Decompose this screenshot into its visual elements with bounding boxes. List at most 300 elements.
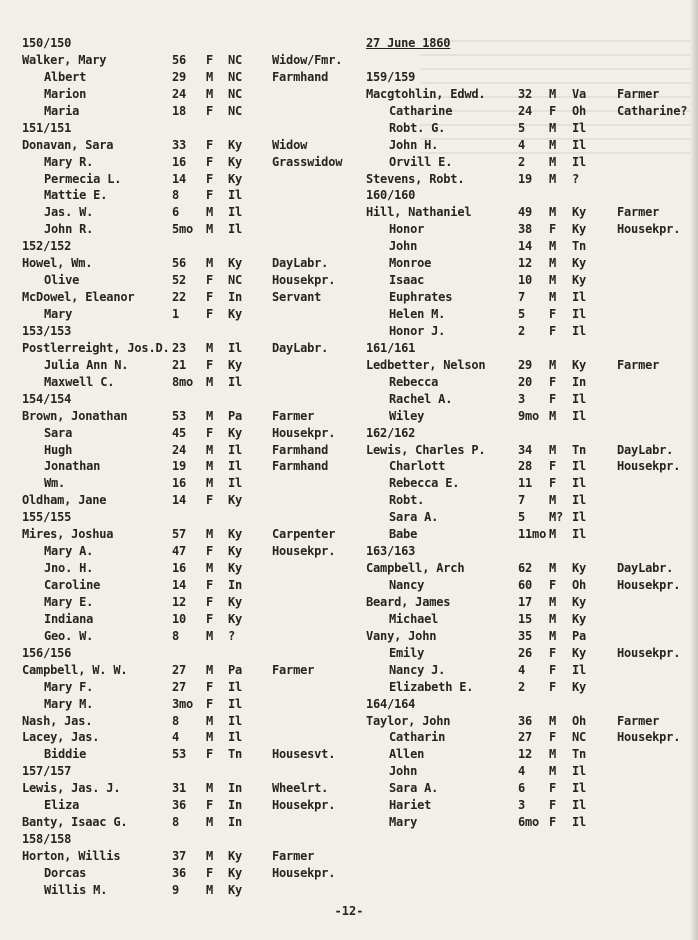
person-name: Vany, John [366, 628, 437, 643]
person-age: 31 [172, 781, 187, 796]
dwelling-text: 162/162 [366, 425, 416, 440]
person-age: 4 [518, 662, 526, 677]
person-name: Rebecca [389, 374, 439, 389]
person-birthplace: Il [228, 713, 243, 728]
person-sex: F [549, 781, 557, 796]
person-row [366, 204, 698, 221]
person-age: 12 [518, 256, 533, 271]
person-sex: M [549, 86, 557, 101]
person-row [22, 560, 362, 577]
person-age: 16 [172, 154, 187, 169]
person-sex: F [206, 357, 214, 372]
person-row [366, 814, 698, 831]
person-birthplace: NC [228, 273, 243, 288]
person-row [22, 137, 362, 154]
person-sex: M [206, 442, 214, 457]
person-sex: M [549, 747, 557, 762]
person-age: 24 [172, 442, 187, 457]
person-age: 27 [172, 662, 187, 677]
person-birthplace: Ky [572, 357, 587, 372]
person-name: Elizabeth E. [389, 679, 474, 694]
dwelling-text: 158/158 [22, 832, 72, 847]
person-occupation: Housekpr. [272, 425, 336, 440]
person-row [366, 577, 698, 594]
person-name: Postlerreight, Jos.D. [22, 340, 170, 355]
person-birthplace: Il [572, 781, 587, 796]
person-age: 14 [172, 493, 187, 508]
person-sex: F [206, 52, 214, 67]
person-sex: F [206, 171, 214, 186]
person-sex: M [549, 154, 557, 169]
person-birthplace: Ky [572, 611, 587, 626]
person-name: McDowel, Eleanor [22, 290, 135, 305]
person-name: Euphrates [389, 290, 453, 305]
person-name: Catharine [389, 103, 453, 118]
person-birthplace: Tn [228, 747, 243, 762]
person-name: Mattie E. [44, 188, 108, 203]
person-birthplace: Il [572, 798, 587, 813]
person-row [22, 187, 362, 204]
person-name: Lacey, Jas. [22, 730, 100, 745]
person-sex: F [206, 290, 214, 305]
person-birthplace: Il [228, 730, 243, 745]
person-sex: M [206, 527, 214, 542]
dwelling-text: 157/157 [22, 764, 72, 779]
person-age: 36 [172, 865, 187, 880]
person-row [22, 729, 362, 746]
person-age: 24 [518, 103, 533, 118]
person-row [366, 323, 698, 340]
person-sex: M [549, 137, 557, 152]
person-row [22, 780, 362, 797]
person-sex: M? [549, 510, 564, 525]
person-name: Emily [389, 645, 425, 660]
dwelling-number [366, 69, 698, 86]
person-name: Wiley [389, 408, 425, 423]
person-sex: F [549, 103, 557, 118]
person-row [366, 120, 698, 137]
person-name: Nancy J. [389, 662, 446, 677]
person-row [22, 882, 362, 899]
person-name: Mary [389, 815, 418, 830]
person-sex: M [206, 882, 214, 897]
person-birthplace: Il [572, 120, 587, 135]
person-row [22, 594, 362, 611]
person-sex: F [206, 696, 214, 711]
dwelling-number [22, 509, 362, 526]
person-name: Charlott [389, 459, 446, 474]
person-occupation: Housekpr. [617, 645, 681, 660]
person-row [366, 560, 698, 577]
person-birthplace: Il [572, 510, 587, 525]
person-name: Isaac [389, 273, 425, 288]
person-sex: M [549, 256, 557, 271]
dwelling-text: 159/159 [366, 69, 416, 84]
person-birthplace: Il [228, 459, 243, 474]
person-sex: M [206, 849, 214, 863]
person-row [366, 374, 698, 391]
person-name: Mires, Joshua [22, 527, 114, 542]
person-occupation: Farmhand [272, 69, 329, 84]
person-age: 35 [518, 628, 533, 643]
person-sex: F [206, 188, 214, 203]
page-number: -12- [334, 904, 364, 918]
person-name: Mary A. [44, 544, 94, 559]
person-row [22, 475, 362, 492]
person-name: Nancy [389, 578, 425, 592]
person-row [366, 154, 698, 171]
person-row [366, 662, 698, 679]
person-age: 7 [518, 290, 526, 305]
person-name: Willis M. [44, 882, 108, 897]
person-birthplace: Ky [572, 645, 587, 660]
person-row [22, 797, 362, 814]
person-sex: F [549, 307, 557, 321]
right-column [366, 35, 698, 831]
person-name: Allen [389, 747, 425, 762]
person-row [366, 509, 698, 526]
person-name: Brown, Jonathan [22, 408, 128, 423]
person-birthplace: NC [228, 69, 243, 84]
date-header [366, 35, 698, 52]
person-age: 16 [172, 476, 187, 491]
person-occupation: Housekpr. [617, 578, 681, 592]
person-name: Dorcas [44, 865, 87, 880]
person-sex: M [549, 594, 557, 609]
person-birthplace: Ky [228, 307, 243, 321]
person-age: 14 [518, 239, 533, 254]
person-birthplace: Oh [572, 103, 587, 118]
dwelling-text: 156/156 [22, 645, 72, 660]
person-birthplace: Il [572, 307, 587, 321]
person-name: Beard, James [366, 594, 451, 609]
person-sex: F [549, 323, 557, 338]
person-birthplace: Il [572, 476, 587, 491]
person-row [22, 713, 362, 730]
person-age: 49 [518, 205, 533, 220]
dwelling-number [366, 543, 698, 560]
person-sex: M [206, 408, 214, 423]
person-occupation: Grasswidow [272, 154, 343, 169]
person-row [22, 679, 362, 696]
person-age: 2 [518, 323, 526, 338]
person-row [22, 458, 362, 475]
dwelling-number [366, 696, 698, 713]
person-occupation: Housekpr. [272, 273, 336, 288]
person-age: 23 [172, 340, 187, 355]
person-age: 8 [172, 188, 180, 203]
person-occupation: Farmer [617, 205, 660, 220]
person-birthplace: Ky [228, 425, 243, 440]
person-birthplace: Ky [228, 882, 243, 897]
person-row [22, 662, 362, 679]
person-name: Sara A. [389, 510, 439, 525]
person-birthplace: NC [228, 103, 243, 118]
person-age: 28 [518, 459, 533, 474]
person-birthplace: Tn [572, 442, 587, 457]
person-row [366, 713, 698, 730]
person-age: 10 [518, 273, 533, 288]
person-name: Orvill E. [389, 154, 453, 169]
person-age: 45 [172, 425, 187, 440]
person-sex: F [549, 815, 557, 830]
person-sex: M [206, 476, 214, 491]
person-age: 52 [172, 273, 187, 288]
person-birthplace: ? [228, 628, 236, 643]
dwelling-text: 163/163 [366, 544, 416, 559]
person-birthplace: Ky [572, 273, 587, 288]
person-birthplace: Ky [228, 493, 243, 508]
person-birthplace: Ky [228, 544, 243, 559]
person-birthplace: Il [572, 408, 587, 423]
person-sex: F [549, 391, 557, 406]
dwelling-text: 155/155 [22, 510, 72, 525]
person-sex: M [206, 662, 214, 677]
person-age: 26 [518, 645, 533, 660]
person-row [366, 492, 698, 509]
person-birthplace: ? [572, 171, 580, 186]
dwelling-number [22, 391, 362, 408]
blank-line [366, 52, 698, 69]
person-sex: M [206, 374, 214, 389]
person-occupation: Farmer [272, 662, 315, 677]
person-birthplace: NC [228, 86, 243, 101]
person-age: 8mo [172, 374, 194, 389]
person-row [366, 289, 698, 306]
person-age: 5 [518, 120, 526, 135]
person-row [22, 628, 362, 645]
person-row [22, 577, 362, 594]
person-birthplace: Il [228, 188, 243, 203]
person-sex: F [206, 594, 214, 609]
person-name: Hill, Nathaniel [366, 205, 472, 220]
person-row [366, 272, 698, 289]
person-birthplace: Il [228, 679, 243, 694]
person-row [366, 594, 698, 611]
person-sex: F [206, 798, 214, 813]
person-name: Babe [389, 527, 418, 542]
person-row [366, 171, 698, 188]
person-birthplace: In [572, 374, 587, 389]
person-birthplace: Ky [572, 256, 587, 271]
person-sex: M [206, 781, 214, 796]
person-name: Nash, Jas. [22, 713, 93, 728]
person-age: 11 [518, 476, 533, 491]
person-sex: F [206, 865, 214, 880]
person-name: Indiana [44, 611, 94, 626]
person-sex: M [206, 561, 214, 576]
dwelling-number [22, 323, 362, 340]
person-row [22, 696, 362, 713]
person-age: 57 [172, 527, 187, 542]
person-birthplace: Il [228, 696, 243, 711]
person-name: Michael [389, 611, 439, 626]
person-occupation: Housekpr. [272, 544, 336, 559]
person-name: Sara A. [389, 781, 439, 796]
person-sex: M [549, 290, 557, 305]
person-birthplace: Tn [572, 239, 587, 254]
person-sex: M [206, 256, 214, 271]
person-sex: M [206, 205, 214, 220]
person-name: Walker, Mary [22, 52, 107, 67]
person-age: 5 [518, 510, 526, 525]
person-name: Biddie [44, 747, 87, 762]
person-sex: M [549, 273, 557, 288]
person-row [22, 340, 362, 357]
person-age: 5 [518, 307, 526, 321]
person-birthplace: Va [572, 86, 587, 101]
person-occupation: Housekpr. [617, 222, 681, 237]
person-name: Mary R. [44, 154, 94, 169]
person-occupation: Farmhand [272, 442, 329, 457]
person-birthplace: Ky [572, 222, 587, 237]
person-sex: M [206, 815, 214, 830]
person-age: 21 [172, 357, 187, 372]
person-age: 4 [518, 764, 526, 779]
person-name: Jas. W. [44, 205, 94, 220]
person-age: 53 [172, 408, 187, 423]
person-sex: F [549, 578, 557, 592]
person-age: 34 [518, 442, 533, 457]
person-name: John H. [389, 137, 439, 152]
person-sex: M [549, 408, 557, 423]
person-sex: M [206, 628, 214, 643]
person-name: Honor [389, 222, 425, 237]
person-sex: M [549, 357, 557, 372]
person-row [366, 442, 698, 459]
person-age: 36 [172, 798, 187, 813]
person-birthplace: In [228, 290, 243, 305]
person-row [366, 746, 698, 763]
person-birthplace: Ky [228, 171, 243, 186]
person-name: Horton, Willis [22, 849, 121, 863]
person-occupation: Housekpr. [617, 730, 681, 745]
person-birthplace: Il [572, 137, 587, 152]
person-age: 6mo [518, 815, 540, 830]
dwelling-number [22, 35, 362, 52]
person-name: Albert [44, 69, 87, 84]
person-row [366, 306, 698, 323]
person-age: 27 [518, 730, 533, 745]
person-row [22, 357, 362, 374]
person-name: Rachel A. [389, 391, 453, 406]
person-row [366, 221, 698, 238]
person-sex: F [206, 679, 214, 694]
person-birthplace: Ky [572, 561, 587, 576]
person-age: 11mo [518, 527, 547, 542]
person-row [366, 797, 698, 814]
person-sex: M [206, 86, 214, 101]
person-birthplace: Il [228, 442, 243, 457]
person-row [22, 746, 362, 763]
person-sex: F [549, 662, 557, 677]
person-occupation: Widow/Fmr. [272, 52, 343, 67]
person-name: Monroe [389, 256, 432, 271]
person-row [366, 103, 698, 120]
person-name: Permecia L. [44, 171, 122, 186]
person-occupation: Servant [272, 290, 322, 305]
person-occupation: Catharine? [617, 103, 688, 118]
person-row [22, 374, 362, 391]
person-row [366, 238, 698, 255]
person-name: Taylor, John [366, 713, 451, 728]
person-sex: M [206, 459, 214, 474]
person-birthplace: Ky [228, 594, 243, 609]
person-row [22, 408, 362, 425]
person-birthplace: Ky [228, 154, 243, 169]
person-name: Lewis, Jas. J. [22, 781, 121, 796]
person-name: John [389, 239, 418, 254]
person-sex: M [206, 340, 214, 355]
person-age: 56 [172, 52, 187, 67]
person-row [366, 645, 698, 662]
person-name: Banty, Isaac G. [22, 815, 128, 830]
person-birthplace: Ky [228, 865, 243, 880]
person-row [366, 255, 698, 272]
person-age: 12 [518, 747, 533, 762]
person-row [366, 137, 698, 154]
person-age: 8 [172, 815, 180, 830]
person-name: Robt. [389, 493, 425, 508]
person-age: 4 [518, 137, 526, 152]
dwelling-text: 161/161 [366, 340, 416, 355]
person-sex: M [206, 69, 214, 84]
person-name: Maria [44, 103, 80, 118]
person-age: 14 [172, 578, 187, 592]
person-row [366, 611, 698, 628]
person-occupation: Farmer [272, 408, 315, 423]
person-occupation: Widow [272, 137, 308, 152]
person-birthplace: Il [228, 205, 243, 220]
person-sex: M [549, 493, 557, 508]
person-birthplace: Il [572, 493, 587, 508]
person-row [366, 475, 698, 492]
person-birthplace: Il [228, 476, 243, 491]
person-birthplace: Il [572, 323, 587, 338]
person-sex: M [549, 628, 557, 643]
person-name: Wm. [44, 476, 66, 491]
person-name: Stevens, Robt. [366, 171, 465, 186]
person-age: 5mo [172, 222, 194, 237]
person-birthplace: Ky [572, 594, 587, 609]
person-sex: F [206, 747, 214, 762]
person-name: Jonathan [44, 459, 101, 474]
person-birthplace: Oh [572, 578, 587, 592]
person-age: 24 [172, 86, 187, 101]
person-age: 60 [518, 578, 533, 592]
person-name: John R. [44, 222, 94, 237]
person-name: Campbell, Arch [366, 561, 465, 576]
person-name: Mary F. [44, 679, 94, 694]
page-edge-shadow [690, 0, 698, 940]
person-name: Mary M. [44, 696, 94, 711]
person-sex: F [206, 137, 214, 152]
person-name: Marion [44, 86, 87, 101]
dwelling-number [22, 238, 362, 255]
person-name: Robt. G. [389, 120, 446, 135]
person-row [22, 272, 362, 289]
person-occupation: DayLabr. [272, 256, 329, 271]
person-birthplace: Ky [572, 205, 587, 220]
person-name: Caroline [44, 578, 101, 592]
person-sex: M [549, 120, 557, 135]
person-age: 37 [172, 849, 187, 863]
person-age: 32 [518, 86, 533, 101]
person-sex: F [549, 374, 557, 389]
person-row [366, 458, 698, 475]
person-name: Oldham, Jane [22, 493, 107, 508]
person-occupation: DayLabr. [617, 561, 674, 576]
